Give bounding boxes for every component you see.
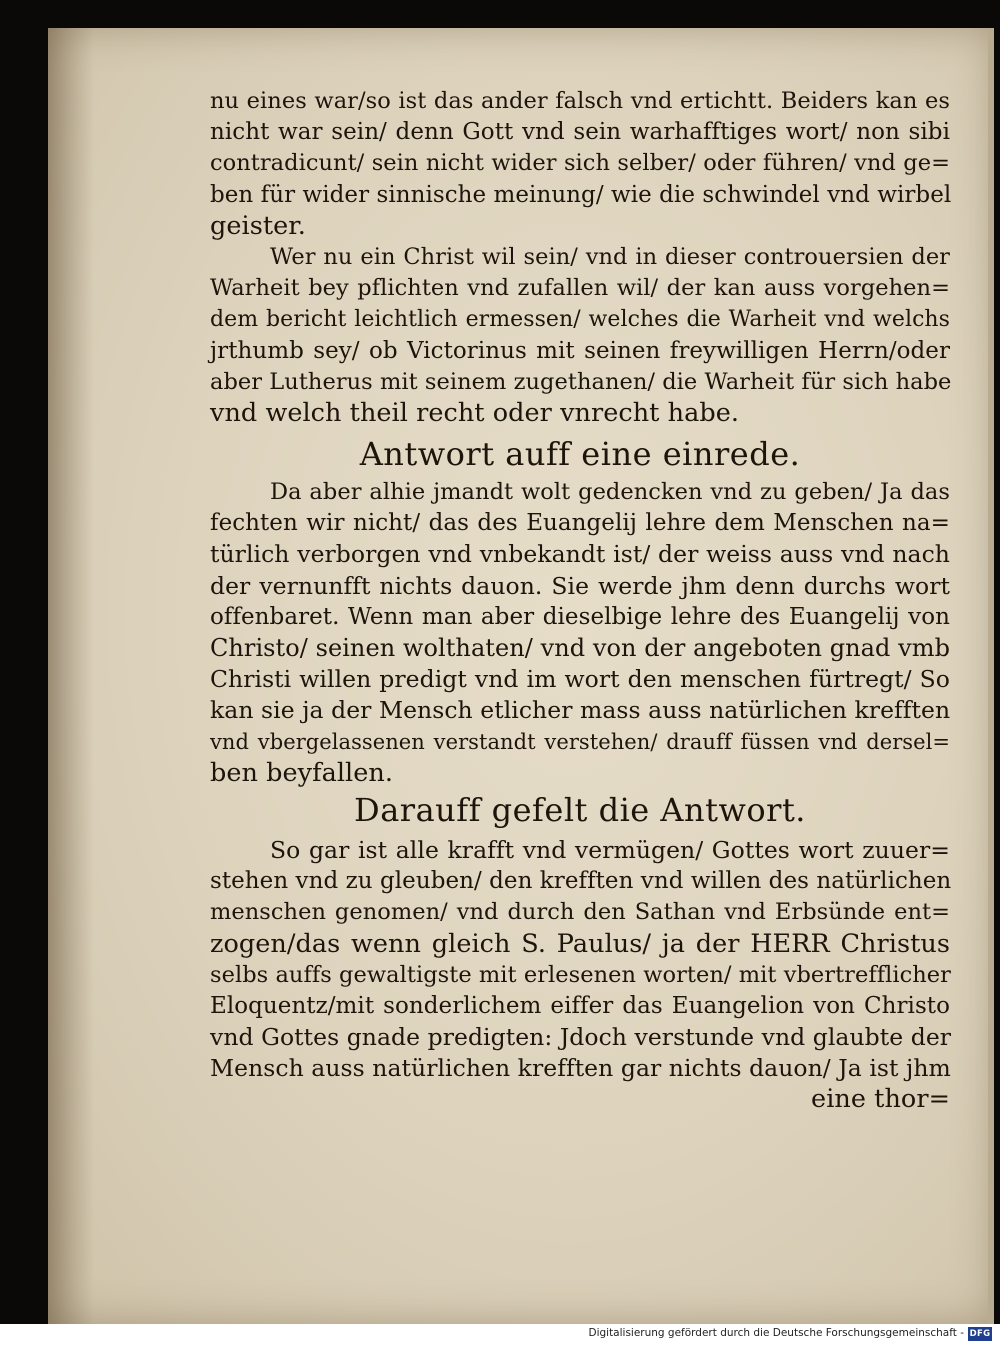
text-line: zogen/das wenn gleich S. Paulus/ ja der HERR Christus xyxy=(210,928,950,959)
text-line: Warheit bey pflichten vnd zufallen wil/ der kan auss vorgehen= xyxy=(210,275,950,302)
text-line: fechten wir nicht/ das des Euangelij lehre dem Menschen na= xyxy=(210,510,950,537)
text-line: menschen genomen/ vnd durch den Sathan vnd Erbsünde ent= xyxy=(210,899,950,926)
text-line: vnd vbergelassenen verstandt verstehen/ drauff füssen vnd dersel= xyxy=(210,729,950,754)
text-line: Eloquentz/mit sonderlichem eiffer das Euangelion von Christo xyxy=(210,992,950,1019)
text-line: vnd welch theil recht oder vnrecht habe. xyxy=(210,397,740,428)
text-line: stehen vnd zu gleuben/ den krefften vnd willen des natürlichen xyxy=(210,868,952,895)
section-heading: Darauff gefelt die Antwort. xyxy=(354,790,806,829)
text-line: kan sie ja der Mensch etlicher mass auss natürlichen krefften xyxy=(210,696,951,725)
text-line: nu eines war/so ist das ander falsch vnd ertichtt. Beiders kan es xyxy=(210,88,950,114)
text-line: Mensch auss natürlichen krefften gar nichts dauon/ Ja ist jhm xyxy=(210,1054,951,1083)
page-edge xyxy=(988,28,994,1324)
section-heading: Antwort auff eine einrede. xyxy=(359,435,801,474)
text-line: Da aber alhie jmandt wolt gedencken vnd zu geben/ Ja das xyxy=(270,479,950,506)
text-line: türlich verborgen vnd vnbekandt ist/ der weiss auss vnd nach xyxy=(210,540,950,569)
text-line: Christo/ seinen wolthaten/ vnd von der angeboten gnad vmb xyxy=(210,634,950,662)
text-line: ben beyfallen. xyxy=(210,757,394,788)
text-line: geister. xyxy=(210,210,306,241)
text-line: jrthumb sey/ ob Victorinus mit seinen freywilligen Herrn/oder xyxy=(210,337,950,364)
text-line: ben für wider sinnische meinung/ wie die schwindel vnd wirbel xyxy=(210,181,952,208)
text-line: contradicunt/ sein nicht wider sich selber/ oder führen/ vnd ge= xyxy=(210,150,950,177)
text-line: Christi willen predigt vnd im wort den menschen fürtregt/ So xyxy=(210,665,950,694)
text-line: der vernunfft nichts dauon. Sie werde jhm denn durchs wort xyxy=(210,571,950,600)
text-line: So gar ist alle krafft vnd vermügen/ Gottes wort zuuer= xyxy=(270,835,950,864)
text-line: aber Lutherus mit seinem zugethanen/ die Warheit für sich habe xyxy=(210,368,952,395)
text-line: vnd Gottes gnade predigten: Jdoch verstunde vnd glaubte der xyxy=(210,1023,952,1052)
catchword: eine thor= xyxy=(811,1084,950,1115)
text-line: nicht war sein/ denn Gott vnd sein warhafftiges wort/ non sibi xyxy=(210,119,950,146)
footer-credit: Digitalisierung gefördert durch die Deutsche Forschungsgemeinschaft - xyxy=(588,1327,964,1339)
text-block xyxy=(210,86,950,1116)
text-line: Wer nu ein Christ wil sein/ vnd in dieser controuersien der xyxy=(270,243,950,270)
text-line: selbs auffs gewaltigste mit erlesenen worten/ mit vbertrefflicher xyxy=(210,961,951,988)
footer-bar xyxy=(0,1324,1000,1345)
text-line: offenbaret. Wenn man aber dieselbige lehre des Euangelij von xyxy=(210,603,950,630)
dfg-logo-icon: DFG xyxy=(969,1329,991,1339)
text-line: dem bericht leichtlich ermessen/ welches die Warheit vnd welchs xyxy=(210,307,950,333)
